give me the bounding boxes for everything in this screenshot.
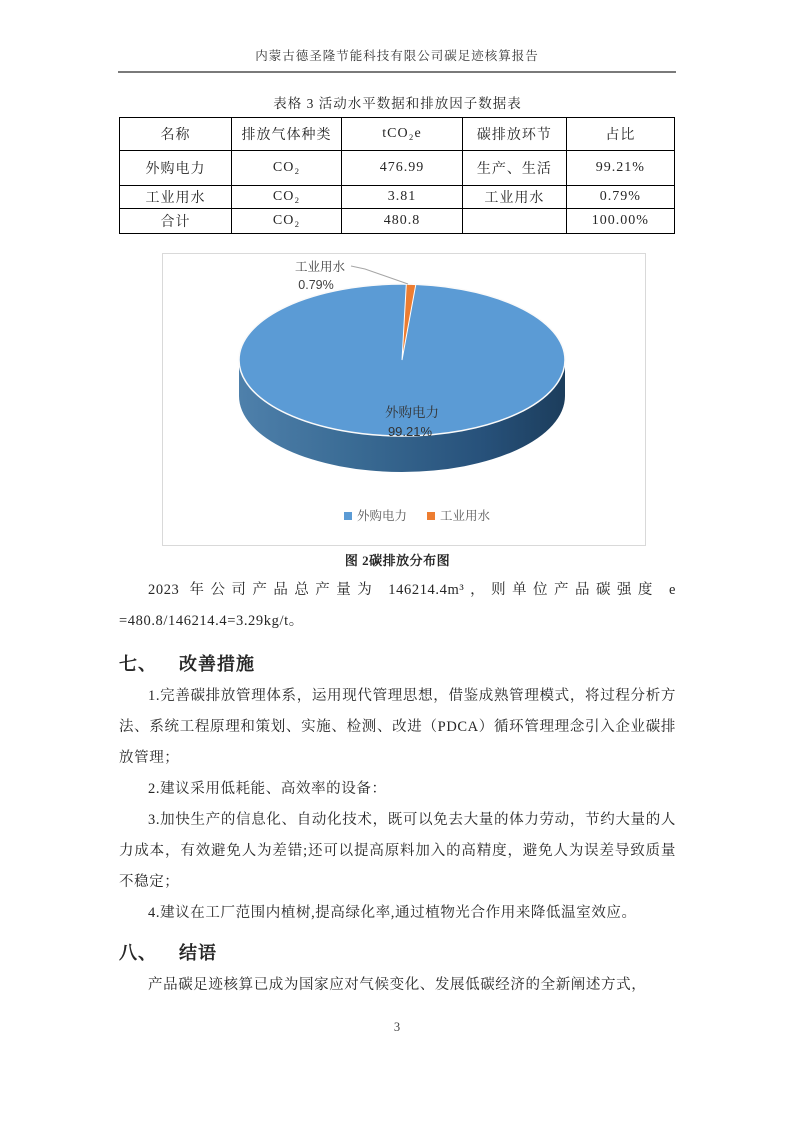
running-header (118, 46, 676, 73)
col-header-share: 占比 (566, 118, 674, 151)
table-cell: 合计 (120, 209, 232, 234)
improvement-item: 3.加快生产的信息化、自动化技术，既可以免去大量的体力劳动，节约大量的人力成本，有效避免人为差错;还可以提高原料加入的高精度，避免人为误差导致质量不稳定； (119, 812, 676, 890)
table-row (120, 151, 675, 186)
legend-label-industrial-water: 工业用水 (440, 509, 491, 523)
table-cell: 99.21% (566, 151, 674, 186)
improvement-item: 1.完善碳排放管理体系，运用现代管理思想，借鉴成熟管理模式，将过程分析方法、系统工程原理和策划、实施、检测、改进（PDCA）循环管理理念引入企业碳排放管理； (119, 688, 676, 766)
table-cell: 100.00% (566, 209, 674, 234)
section-title: 结语 (179, 943, 217, 963)
legend-label-electricity: 外购电力 (357, 509, 408, 523)
intro-line-2: =480.8/146214.4=3.29kg/t。 (119, 613, 304, 629)
table-cell: 476.99 (341, 151, 462, 186)
page-number: 3 (393, 1020, 401, 1034)
table-cell: 工业用水 (120, 186, 232, 209)
table-cell: 外购电力 (120, 151, 232, 186)
improvement-item: 2.建议采用低耗能、高效率的设备： (148, 781, 387, 797)
col-header-tco2e: tCO₂e (341, 118, 462, 151)
table-cell: CO₂ (232, 151, 342, 186)
intro-paragraph (119, 575, 676, 637)
table-cell: 480.8 (341, 209, 462, 234)
table-cell: 3.81 (341, 186, 462, 209)
table-cell: CO₂ (232, 186, 342, 209)
table-cell: 0.79% (566, 186, 674, 209)
conclusion-paragraph: 产品碳足迹核算已成为国家应对气候变化、发展低碳经济的全新阐述方式， (148, 977, 647, 993)
table-cell: 工业用水 (462, 186, 566, 209)
section-heading-improvement (119, 650, 676, 676)
table-row (120, 186, 675, 209)
data-label-industrial-water-pct: 0.79% (298, 278, 334, 292)
legend-swatch-industrial-water (427, 512, 435, 520)
pie-chart (163, 254, 645, 545)
section-title: 改善措施 (179, 654, 255, 674)
col-header-gas-type: 排放气体种类 (232, 118, 342, 151)
table-cell: CO₂ (232, 209, 342, 234)
section-heading-conclusion (119, 939, 676, 965)
improvement-item: 4.建议在工厂范围内植树,提高绿化率,通过植物光合作用来降低温室效应。 (148, 905, 637, 921)
col-header-name: 名称 (120, 118, 232, 151)
table-caption: 表格 3 活动水平数据和排放因子数据表 (273, 96, 522, 111)
emissions-table (119, 117, 675, 234)
col-header-stage: 碳排放环节 (462, 118, 566, 151)
section-number: 八、 (119, 943, 157, 963)
data-label-industrial-water-name: 工业用水 (294, 260, 346, 274)
section-number: 七、 (119, 654, 157, 674)
figure-caption: 图 2碳排放分布图 (344, 553, 451, 568)
table-row (120, 209, 675, 234)
table-cell: 生产、生活 (462, 151, 566, 186)
data-label-electricity-name: 外购电力 (385, 405, 439, 420)
legend-swatch-electricity (344, 512, 352, 520)
table-cell (462, 209, 566, 234)
page-content (119, 90, 676, 1001)
report-title: 内蒙古德圣隆节能科技有限公司碳足迹核算报告 (255, 49, 539, 63)
table-header-row (120, 118, 675, 151)
pie-chart-frame (162, 253, 646, 546)
label-leader-line (351, 266, 408, 284)
intro-line-1: 2023 年公司产品总产量为 146214.4m³，则单位产品碳强度 e (148, 582, 676, 598)
data-label-electricity-pct: 99.21% (387, 424, 433, 439)
